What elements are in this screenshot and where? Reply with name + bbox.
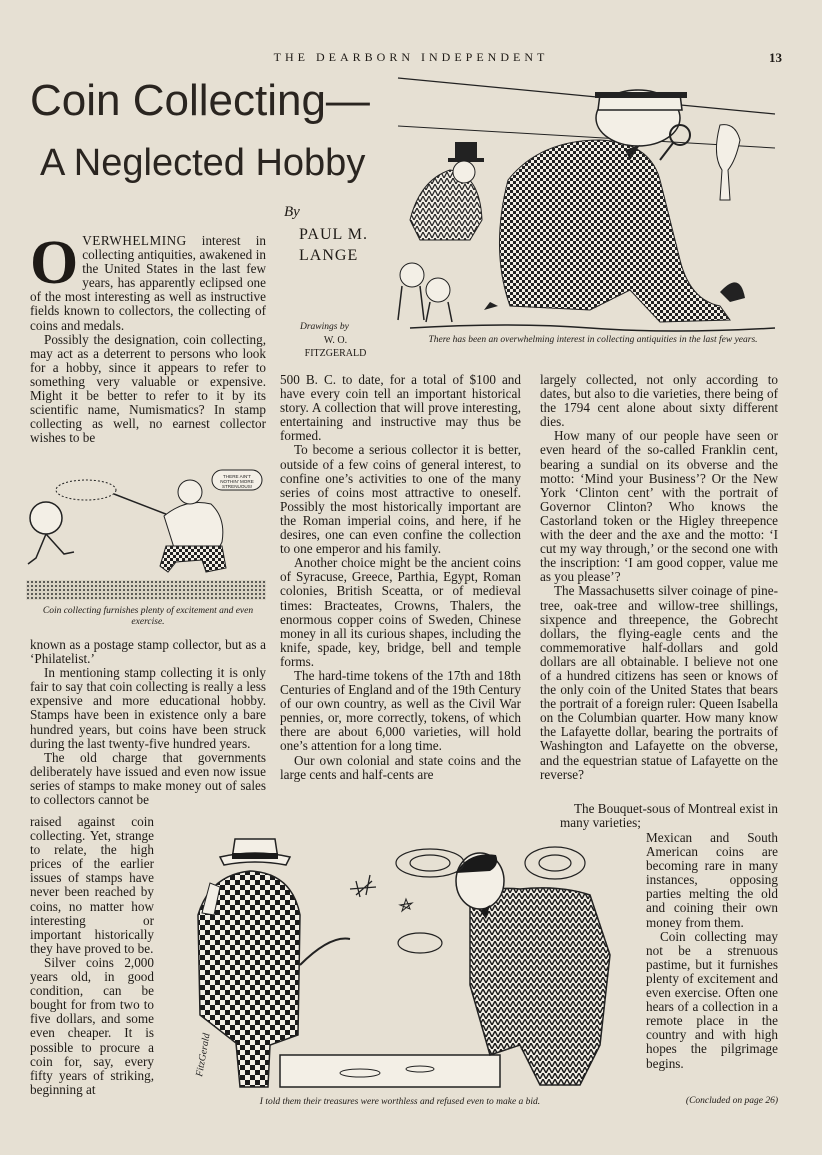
bottom-cartoon-illustration <box>180 815 640 1090</box>
masthead: THE DEARBORN INDEPENDENT <box>273 50 549 64</box>
paragraph: The hard-time tokens of the 17th and 18th Centuries of England and of the 19th Century of our own country, as well as the Civil War pennies, or, more correctly, tokens, of which there are about 6,000 varieties, will hold one’s attention for a long time. <box>280 667 521 754</box>
column-1-middle <box>30 638 266 807</box>
speech-bubble-text-2: NOTHIN' MORE <box>220 479 254 484</box>
paragraph: Possibly the designation, coin collecting, may act as a deterrent to persons who look for a hobby, since it appears to refer to something very valuable or expensive. Might it be better to refer to it by its scientific name, Numismatics? In stamp collecting as well, no earnest collector wishes to be <box>30 331 266 446</box>
column-3-narrow <box>646 831 778 1071</box>
paragraph: 500 B. C. to date, for a total of $100 and have every coin tell an important historical story. A collection that will prove interesting, entertaining and instructive may thus be formed. <box>280 372 521 444</box>
column-3 <box>540 373 778 782</box>
speech-bubble-text-3: STRENUOUS! <box>221 484 253 489</box>
caption-top: There has been an overwhelming interest in collecting antiquities in the last few years. <box>428 335 758 345</box>
paragraph: Our own colonial and state coins and the large cents and half-cents are <box>280 752 521 782</box>
paragraph: To become a serious collector it is better, outside of a few coins of general interest, to confine one’s activities to one of the many series of coins most attractive to oneself. Possibly the most historically important are the Roman imperial coins, and here, if he desires, one can even confine the collection to one emperor and his family. <box>280 442 521 557</box>
paragraph: interest in collecting antiquities, awakened in the United States in the last few years, has apparently eclipsed one of the most interesting as well as instructive fields known to collectors, the collecting of coins and medals. <box>30 233 266 333</box>
author-name: PAUL M. LANGE <box>299 226 368 264</box>
paragraph: The old charge that governments deliberately have issued and even now issue series of stamps to make money out of sales to collectors cannot be <box>30 749 266 808</box>
paragraph: The Bouquet-sous of Montreal exist in many varieties; <box>560 801 779 831</box>
continuation-note: (Concluded on page 26) <box>685 1096 778 1106</box>
article-title-line2: A Neglected Hobby <box>40 142 366 184</box>
page-number: 13 <box>769 50 782 65</box>
paragraph: largely collected, not only according to dates, but also to die varieties, there being of the 1794 cent alone about sixty different dies. <box>540 372 778 430</box>
byline-by: By <box>284 204 300 220</box>
speech-bubble-text-1: THERE AIN'T <box>223 474 251 479</box>
article-title-line1: Coin Collecting— <box>30 76 370 125</box>
paragraph: In mentioning stamp collecting it is only fair to say that coin collecting is really a less expensive and more educational hobby. Stamps have been in existence only a bare hundred years, but coins have been struck during the last twenty-five hundred years. <box>30 665 266 751</box>
paragraph: known as a postage stamp collector, but as a ‘Philatelist.’ <box>30 637 266 667</box>
artist-signature: FitzGerald <box>194 1032 213 1078</box>
drop-cap: O <box>30 229 79 297</box>
column-1-narrow <box>30 815 154 1097</box>
paragraph: Another choice might be the ancient coins of Syracuse, Greece, Parthia, Egypt, Roman colonies, British Sceatta, or of medieval times: Bracteates, Crowns, Thalers, the enormous copper coins of Sweden, Chinese money in all its curious shapes, including the knife, spade, key, bridge, bell and temple forms. <box>280 555 521 669</box>
paragraph: The Massachusetts silver coinage of pine-tree, oak-tree and willow-tree shillings, sixpence and threepence, the Gobrecht dollars, the flying-eagle cents and the commemorative half-dollars and gold dollars are all obtainable. I believe not one of a hundred citizens has seen or knows of the only coin of the United States that bears the portrait of a foreign ruler: Queen Isabella on the Columbian quarter. How many know the Lafayette dollar, bearing the portraits of Washington and Lafayette on the obverse, and the equestrian statue of Lafayette on the reverse? <box>540 583 778 782</box>
column-2 <box>280 373 521 782</box>
paragraph: Mexican and South American coins are becoming rare in many instances, opposing parties melting the old and coining their own money from them. <box>646 830 778 930</box>
paragraph: How many of our people have seen or even heard of the so-called Franklin cent, bearing a sundial on its obverse and the motto: ‘Mind your Business’? Or the New York ‘Clinton cent’ with the portrait of Governor Clinton? Who knows the Castorland token or the Higley threepence with the deer and the axe and the motto: ‘I cut my way through,’ or the second one with the inscription: ‘I am good copper, value me as you please’? <box>540 428 778 585</box>
top-cartoon-illustration <box>390 70 782 340</box>
drawings-credit-label: Drawings by <box>300 322 349 332</box>
lead-word: VERWHELMING <box>82 233 187 248</box>
artist-name: W. O. FITZGERALD <box>304 335 367 359</box>
caption-left: Coin collecting furnishes plenty of excitement and even exercise. <box>42 606 254 627</box>
paragraph: raised against coin collecting. Yet, strange to relate, the high prices of the earlier issues of stamps have never been reached by coins, no matter how interesting or important historically they have proved to be. <box>30 814 154 956</box>
left-cartoon-illustration <box>26 468 266 602</box>
column-1-top <box>30 229 266 446</box>
caption-bottom: I told them their treasures were worthless and refused even to make a bid. <box>259 1097 541 1107</box>
paragraph: Coin collecting may not be a strenuous pastime, but it furnishes plenty of excitement and even exercise. Often one hears of a collection in a remote place in the country and with high hopes the pilgrimage begins. <box>646 928 778 1071</box>
paragraph: Silver coins 2,000 years old, in good condition, can be bought for from two to five dollars, and some even cheaper. It is possible to procure a coin for, say, every fifty years of striking, beginning at <box>30 954 154 1097</box>
